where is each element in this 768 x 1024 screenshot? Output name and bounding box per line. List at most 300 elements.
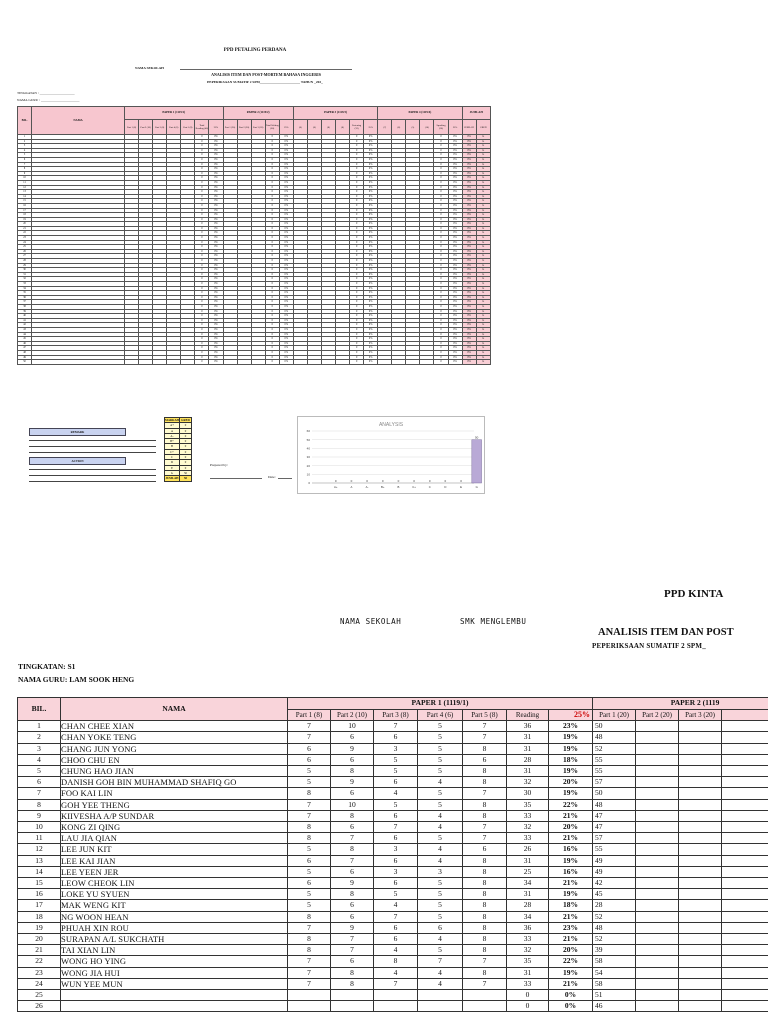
template-row-gred: G xyxy=(476,194,490,199)
template-row-gred: G xyxy=(476,259,490,264)
template-row-cell: 0% xyxy=(279,194,293,199)
template-row-cell: 0 xyxy=(265,217,279,222)
template-row-cell: 0 xyxy=(265,162,279,167)
paper1-mark: 8 xyxy=(463,743,507,754)
student-bil: 12 xyxy=(18,844,61,855)
template-title: PPD PETALING PERDANA xyxy=(223,48,287,53)
template-row-bil: 17 xyxy=(18,208,32,213)
template-row-gred: G xyxy=(476,332,490,337)
template-row-cell: 0% xyxy=(209,355,223,360)
grade-summary-table xyxy=(164,417,192,482)
template-row-cell: 0% xyxy=(209,222,223,227)
reading-total: 31 xyxy=(507,967,549,978)
reading-percent: 0% xyxy=(549,1001,593,1012)
paper2-mark xyxy=(679,934,722,945)
template-subheader-cell: Speaking (30) xyxy=(434,120,448,135)
template-row-cell: 0 xyxy=(265,222,279,227)
paper1-mark: 8 xyxy=(463,777,507,788)
template-row-cell: 0% xyxy=(279,277,293,282)
template-row-cell: 0% xyxy=(209,203,223,208)
template-row-cell: 0% xyxy=(209,217,223,222)
paper1-mark: 3 xyxy=(374,866,418,877)
reading-total: 32 xyxy=(507,777,549,788)
template-row-cell: 0% xyxy=(448,304,462,309)
template-row-bil: 27 xyxy=(18,254,32,259)
template-row-cell: 0 xyxy=(265,185,279,190)
student-bil: 24 xyxy=(18,978,61,989)
template-row-cell: 0% xyxy=(279,199,293,204)
template-row-bil: 13 xyxy=(18,190,32,195)
paper2-mark: 58 xyxy=(593,956,636,967)
template-row-cell: 0 xyxy=(195,139,209,144)
template-row-cell: 0% xyxy=(448,259,462,264)
student-name: CHUNG HAO JIAN xyxy=(61,766,288,777)
paper1-mark: 5 xyxy=(418,799,463,810)
template-row-cell: 0% xyxy=(279,327,293,332)
paper2-mark: 52 xyxy=(593,911,636,922)
template-row-jumlah: 0% xyxy=(462,263,476,268)
template-row-cell: 0 xyxy=(350,199,364,204)
paper1-mark: 8 xyxy=(463,766,507,777)
paper1-mark: 8 xyxy=(288,911,331,922)
template-row-cell: 0 xyxy=(195,300,209,305)
template-row-cell: 0% xyxy=(448,213,462,218)
template-row-cell: 0 xyxy=(434,171,448,176)
template-row-cell: 0 xyxy=(434,135,448,140)
student-row xyxy=(18,934,768,945)
template-row-cell: 0% xyxy=(448,153,462,158)
chart-y-tick: 50 xyxy=(306,437,310,442)
template-row-cell: 0 xyxy=(350,217,364,222)
template-row-cell: 0% xyxy=(448,314,462,319)
template-row-cell: 0% xyxy=(209,135,223,140)
template-row-cell: 0% xyxy=(364,268,378,273)
student-bil: 26 xyxy=(18,1001,61,1012)
grade-cell: 0 xyxy=(180,449,192,454)
paper1-mark: 7 xyxy=(288,967,331,978)
paper1-part-header: Part 5 (8) xyxy=(463,710,507,721)
template-row-cell: 0 xyxy=(434,332,448,337)
template-row-jumlah: 0% xyxy=(462,341,476,346)
template-row-jumlah: 0% xyxy=(462,240,476,245)
template-row-cell: 0 xyxy=(350,323,364,328)
paper1-mark: 6 xyxy=(331,866,374,877)
template-row-cell: 0% xyxy=(209,167,223,172)
template-row-cell: 0 xyxy=(434,282,448,287)
template-row-cell: 0 xyxy=(265,231,279,236)
chart-data-label: 0 xyxy=(428,478,431,483)
template-row-jumlah: 0% xyxy=(462,300,476,305)
template-row-bil: 49 xyxy=(18,355,32,360)
template-school-line xyxy=(180,69,352,70)
template-row-bil: 39 xyxy=(18,309,32,314)
template-subheader-cell: Part 5 (8) xyxy=(181,120,195,135)
student-bil: 11 xyxy=(18,833,61,844)
template-row-cell: 0% xyxy=(209,236,223,241)
template-row-cell: 0% xyxy=(448,360,462,365)
template-row-cell: 0% xyxy=(364,346,378,351)
template-row-jumlah: 0% xyxy=(462,360,476,365)
prepared-by-line xyxy=(210,478,262,479)
template-row-cell: 0% xyxy=(448,350,462,355)
paper1-mark: 5 xyxy=(374,799,418,810)
template-row-cell: 0% xyxy=(364,282,378,287)
paper1-mark: 8 xyxy=(331,889,374,900)
reading-percent: 22% xyxy=(549,956,593,967)
template-row-jumlah: 0% xyxy=(462,176,476,181)
grade-cell: A- xyxy=(165,433,180,438)
paper2-mark xyxy=(636,788,679,799)
template-row-cell xyxy=(139,360,153,365)
template-row-gred: G xyxy=(476,254,490,259)
template-row-bil: 11 xyxy=(18,180,32,185)
paper1-mark: 6 xyxy=(288,878,331,889)
reading-percent: 21% xyxy=(549,934,593,945)
template-row-cell: 0% xyxy=(209,190,223,195)
template-row-cell: 0% xyxy=(279,332,293,337)
reading-percent: 19% xyxy=(549,967,593,978)
template-subheader-cell: Listening (32) xyxy=(350,120,364,135)
template-row-cell: 0 xyxy=(434,148,448,153)
template-row-cell: 0% xyxy=(209,272,223,277)
student-name: PHUAH XIN ROU xyxy=(61,922,288,933)
chart-x-tick: A+ xyxy=(334,485,338,489)
student-row xyxy=(18,799,768,810)
template-row-cell: 0% xyxy=(279,208,293,213)
chart-y-tick: 0 xyxy=(308,481,310,486)
template-row-bil: 41 xyxy=(18,318,32,323)
template-row-cell: 0% xyxy=(279,148,293,153)
template-row-cell: 0% xyxy=(364,203,378,208)
template-row-cell: 0 xyxy=(434,263,448,268)
template-row-cell: 0 xyxy=(350,139,364,144)
paper1-mark: 4 xyxy=(418,822,463,833)
template-row-cell: 0% xyxy=(279,167,293,172)
template-row-cell: 0 xyxy=(265,332,279,337)
template-row-bil: 30 xyxy=(18,268,32,273)
template-row-gred: G xyxy=(476,249,490,254)
student-name: KONG ZI QING xyxy=(61,822,288,833)
student-row xyxy=(18,978,768,989)
template-row-cell: 0% xyxy=(448,291,462,296)
template-row-cell: 0% xyxy=(209,263,223,268)
template-row-cell: 0 xyxy=(195,217,209,222)
chart-y-tick: 40 xyxy=(306,446,310,451)
paper2-mark xyxy=(679,766,722,777)
grade-cell: 50 xyxy=(180,470,192,475)
paper1-mark: 7 xyxy=(463,833,507,844)
template-row-jumlah: 0% xyxy=(462,314,476,319)
template-row-cell: 0 xyxy=(434,355,448,360)
template-row-bil: 25 xyxy=(18,245,32,250)
grade-cell: GRED xyxy=(181,418,190,422)
template-row-bil: 19 xyxy=(18,217,32,222)
template-row-gred: G xyxy=(476,185,490,190)
paper1-mark: 4 xyxy=(418,855,463,866)
template-row-gred: G xyxy=(476,171,490,176)
paper1-mark: 9 xyxy=(331,777,374,788)
template-row-cell xyxy=(237,360,251,365)
template-row-cell: 0 xyxy=(434,176,448,181)
template-row-jumlah: 0% xyxy=(462,203,476,208)
template-row-bil: 5 xyxy=(18,153,32,158)
template-row-cell: 0 xyxy=(265,180,279,185)
row-filler xyxy=(722,766,768,777)
paper2-mark xyxy=(636,990,679,1001)
template-row-cell: 0% xyxy=(209,277,223,282)
reading-percent: 22% xyxy=(549,799,593,810)
template-row-jumlah: 0% xyxy=(462,162,476,167)
template-row-cell: 0% xyxy=(279,222,293,227)
template-row-bil: 32 xyxy=(18,277,32,282)
grade-row xyxy=(165,418,192,423)
grade-cell: C xyxy=(165,455,180,460)
student-name: KIIVESHA A/P SUNDAR xyxy=(61,810,288,821)
paper1-mark: 7 xyxy=(331,945,374,956)
template-row-bil: 38 xyxy=(18,304,32,309)
template-row-cell: 0 xyxy=(350,180,364,185)
template-row-bil: 45 xyxy=(18,337,32,342)
template-row-cell: 0 xyxy=(350,263,364,268)
template-row-cell xyxy=(392,360,406,365)
template-row-bil: 1 xyxy=(18,135,32,140)
template-tingkatan: TINGKATAN : ____________________ xyxy=(17,91,75,95)
student-row xyxy=(18,967,768,978)
template-row-cell: 0% xyxy=(209,148,223,153)
template-row-cell: 0% xyxy=(209,309,223,314)
student-row xyxy=(18,766,768,777)
template-row-gred: G xyxy=(476,277,490,282)
template-row-cell: 0 xyxy=(434,185,448,190)
paper2-mark xyxy=(636,833,679,844)
paper2-mark xyxy=(636,844,679,855)
paper1-mark: 5 xyxy=(418,732,463,743)
row-filler xyxy=(722,788,768,799)
template-row-cell: 0 xyxy=(350,295,364,300)
template-row-cell: 0% xyxy=(448,332,462,337)
template-row-jumlah: 0% xyxy=(462,295,476,300)
reading-percent: 18% xyxy=(549,900,593,911)
paper1-mark: 6 xyxy=(374,855,418,866)
paper1-mark: 7 xyxy=(331,934,374,945)
template-row-cell: 0% xyxy=(364,157,378,162)
paper1-mark: 6 xyxy=(331,956,374,967)
template-row-cell: 0% xyxy=(448,199,462,204)
paper1-mark xyxy=(463,990,507,1001)
grade-cell: E xyxy=(165,465,180,470)
analysis-chart-svg xyxy=(298,417,484,493)
paper1-mark: 7 xyxy=(288,721,331,732)
template-row-cell: 0% xyxy=(448,341,462,346)
paper1-mark: 8 xyxy=(463,889,507,900)
paper1-mark: 6 xyxy=(418,922,463,933)
paper1-mark: 5 xyxy=(418,878,463,889)
student-row xyxy=(18,810,768,821)
template-row-cell: 0 xyxy=(350,300,364,305)
template-row-cell: 0% xyxy=(364,341,378,346)
student-row xyxy=(18,788,768,799)
school-label: NAMA SEKOLAH xyxy=(340,617,402,626)
template-row-bil: 35 xyxy=(18,291,32,296)
paper1-header: PAPER 1 (1119/1) xyxy=(288,698,593,710)
template-subheader-cell: 25% xyxy=(209,120,223,135)
template-row-cell: 0 xyxy=(434,203,448,208)
student-name: CHANG JUN YONG xyxy=(61,743,288,754)
student-name: LAU JIA QIAN xyxy=(61,833,288,844)
template-row-cell: 0 xyxy=(265,199,279,204)
template-row-cell: 0 xyxy=(265,263,279,268)
template-row-name xyxy=(32,360,125,365)
template-row-cell: 0 xyxy=(350,346,364,351)
paper1-mark: 5 xyxy=(418,889,463,900)
template-row-cell: 0 xyxy=(195,157,209,162)
analysis-title: ANALISIS ITEM DAN POST xyxy=(598,627,734,638)
template-row-cell: 0 xyxy=(195,135,209,140)
template-row-cell: 0 xyxy=(195,208,209,213)
student-name: WONG JIA HUI xyxy=(61,967,288,978)
template-row-bil: 21 xyxy=(18,226,32,231)
template-row-cell: 0% xyxy=(279,263,293,268)
template-subheader-cell: (5) xyxy=(406,120,420,135)
template-row-cell: 0 xyxy=(195,162,209,167)
template-row-gred: G xyxy=(476,286,490,291)
chart-data-label: 0 xyxy=(366,478,368,483)
template-row-cell: 0% xyxy=(279,341,293,346)
template-row-cell: 0% xyxy=(279,337,293,342)
template-row-jumlah: 0% xyxy=(462,355,476,360)
header-row-1 xyxy=(18,698,768,710)
paper1-mark: 6 xyxy=(331,911,374,922)
template-row-cell: 0% xyxy=(279,295,293,300)
reading-percent: 21% xyxy=(549,810,593,821)
template-row-cell: 0 xyxy=(265,203,279,208)
paper1-mark: 6 xyxy=(288,855,331,866)
paper1-mark xyxy=(418,990,463,1001)
template-row-cell: 0% xyxy=(364,153,378,158)
reading-total: 34 xyxy=(507,878,549,889)
template-row-cell: 0 xyxy=(265,300,279,305)
template-row-gred: G xyxy=(476,268,490,273)
template-row-bil: 34 xyxy=(18,286,32,291)
template-row-cell: 0 xyxy=(350,194,364,199)
template-row-cell: 0 xyxy=(265,208,279,213)
analysis-chart xyxy=(297,416,485,494)
student-bil: 25 xyxy=(18,990,61,1001)
template-row-gred: G xyxy=(476,240,490,245)
reading-total: 31 xyxy=(507,732,549,743)
template-row-cell: 0% xyxy=(364,355,378,360)
row-filler xyxy=(722,978,768,989)
paper2-mark xyxy=(636,900,679,911)
template-row-jumlah: 0% xyxy=(462,199,476,204)
template-subheader-cell: Part 3 (8) xyxy=(153,120,167,135)
template-row-cell: 0% xyxy=(279,240,293,245)
template-row-cell: 0% xyxy=(209,171,223,176)
template-row-cell: 0% xyxy=(279,203,293,208)
template-row-cell: 0% xyxy=(448,236,462,241)
template-row-cell: 0% xyxy=(448,222,462,227)
template-row-gred: G xyxy=(476,360,490,365)
paper1-mark: 7 xyxy=(418,956,463,967)
template-row-bil: 18 xyxy=(18,213,32,218)
student-bil: 23 xyxy=(18,967,61,978)
paper1-mark: 8 xyxy=(463,945,507,956)
template-row-cell: 0% xyxy=(209,213,223,218)
template-row-jumlah: 0% xyxy=(462,272,476,277)
template-row-cell xyxy=(153,360,167,365)
template-row-cell: 0% xyxy=(209,199,223,204)
paper2-mark xyxy=(636,721,679,732)
template-row-cell: 0 xyxy=(434,254,448,259)
template-row-gred: G xyxy=(476,199,490,204)
paper2-mark xyxy=(679,833,722,844)
template-row-cell: 0 xyxy=(195,167,209,172)
template-row-cell: 0 xyxy=(195,249,209,254)
template-row-cell: 0 xyxy=(195,222,209,227)
ppd-title: PPD KINTA xyxy=(664,588,724,600)
template-row-jumlah: 0% xyxy=(462,291,476,296)
paper1-mark: 5 xyxy=(288,844,331,855)
student-name: WONG HO YING xyxy=(61,956,288,967)
template-row-cell: 0% xyxy=(279,360,293,365)
chart-x-tick: G xyxy=(475,485,478,489)
paper1-mark: 6 xyxy=(374,732,418,743)
template-row-cell: 0% xyxy=(364,291,378,296)
paper2-mark: 48 xyxy=(593,922,636,933)
template-row-cell: 0 xyxy=(195,245,209,250)
template-row-cell: 0 xyxy=(265,171,279,176)
template-row-cell: 0 xyxy=(350,327,364,332)
reading-total: 30 xyxy=(507,788,549,799)
template-row-cell: 0 xyxy=(265,272,279,277)
template-row-cell: 0 xyxy=(265,337,279,342)
paper2-mark: 57 xyxy=(593,833,636,844)
template-row-cell: 0 xyxy=(434,236,448,241)
paper2-mark xyxy=(636,743,679,754)
template-row-cell: 0% xyxy=(279,304,293,309)
template-row-cell: 0% xyxy=(364,263,378,268)
template-row-gred: G xyxy=(476,309,490,314)
template-row-gred: G xyxy=(476,226,490,231)
paper2-mark: 28 xyxy=(593,900,636,911)
paper1-part-header: Reading xyxy=(507,710,549,721)
paper1-mark: 7 xyxy=(463,978,507,989)
template-row-cell: 0% xyxy=(209,323,223,328)
template-row-bil: 50 xyxy=(18,360,32,365)
template-row-bil: 43 xyxy=(18,327,32,332)
paper1-mark: 6 xyxy=(374,878,418,889)
template-row-jumlah: 0% xyxy=(462,213,476,218)
template-row-cell: 0 xyxy=(434,314,448,319)
paper1-mark: 7 xyxy=(463,788,507,799)
template-row-jumlah: 0% xyxy=(462,139,476,144)
paper1-mark: 6 xyxy=(331,732,374,743)
template-row-cell: 0 xyxy=(434,318,448,323)
template-row-cell: 0% xyxy=(209,231,223,236)
template-row-cell: 0 xyxy=(350,144,364,149)
template-row-cell: 0 xyxy=(434,268,448,273)
template-row-cell: 0 xyxy=(265,350,279,355)
template-row-cell: 0 xyxy=(350,282,364,287)
template-row-jumlah: 0% xyxy=(462,268,476,273)
template-row-cell: 0 xyxy=(434,217,448,222)
template-row-jumlah: 0% xyxy=(462,167,476,172)
template-row-gred: G xyxy=(476,304,490,309)
template-row-cell: 0% xyxy=(448,203,462,208)
template-row-cell: 0 xyxy=(265,144,279,149)
template-subheader-cell: Part 2 (20) xyxy=(237,120,251,135)
template-row-cell: 0% xyxy=(279,185,293,190)
